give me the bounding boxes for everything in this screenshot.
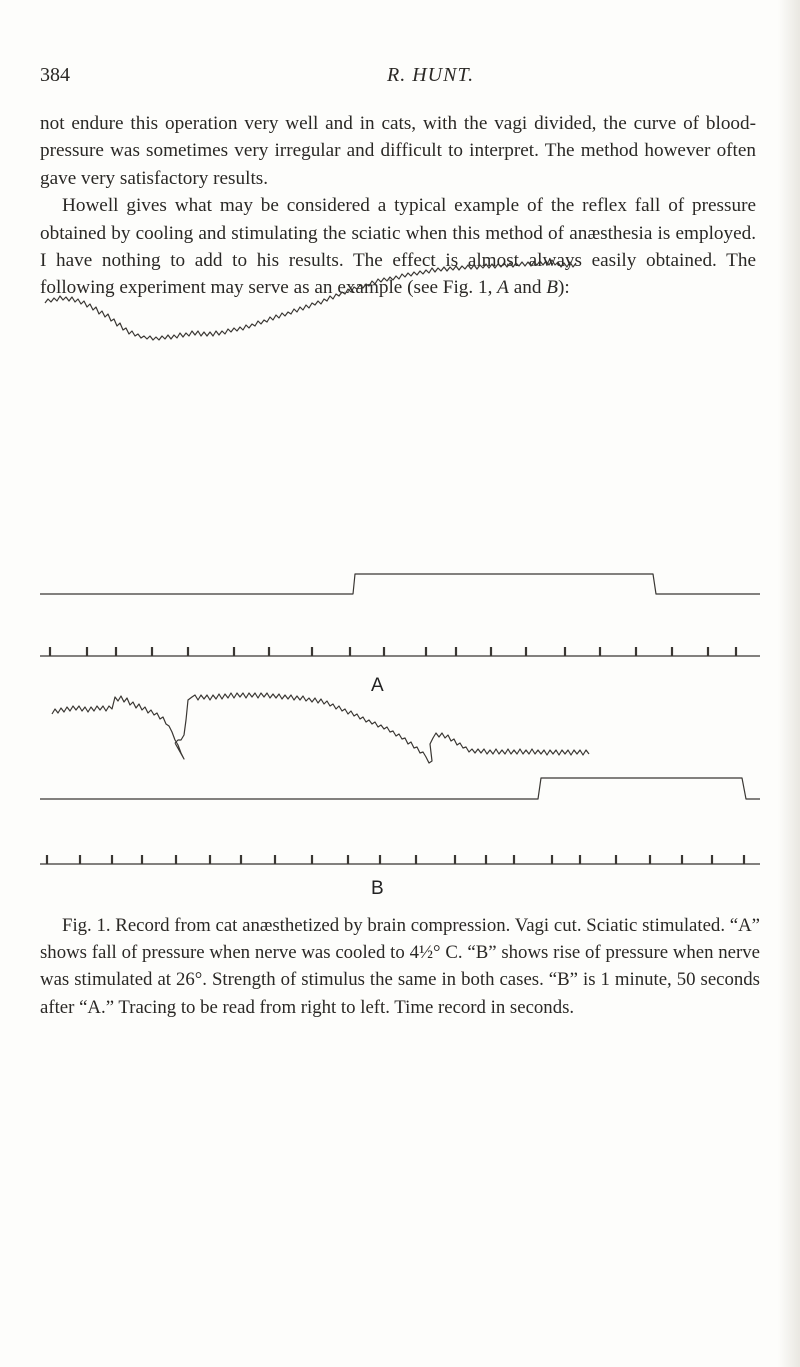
figure-ref-a: A [497,277,509,299]
panel-a-signal-line [40,574,760,594]
panel-b-pressure-trace [52,693,589,763]
panel-a-label: A [371,675,384,696]
page-number: 384 [40,64,70,86]
paragraph-2-end: ): [557,277,570,299]
panel-b-signal-line [40,778,760,799]
panel-a-time-ticks [50,647,736,656]
paragraph-1: not endure this operation very well and in cats, with the vagi divided, the curve of blood-pressure was sometimes very irregular and difficult to interpret. The method however often gave very satisfactory results. [40,113,756,189]
running-head: R. HUNT. [387,64,475,86]
figure-1-lower [0,820,800,880]
figure-ref-b: B [546,277,558,299]
panel-a-pressure-trace [45,260,576,340]
paragraph-2-text: Howell gives what may be considered a typical example of the reflex fall of pressure obtained by cooling and stimulating the sciatic when this method of anæsthesia is employed. I have nothing to add to his results. The effect is almost always easily obtained. The following experiment may serve as an example (see Fig. 1, [40,195,756,299]
panel-b-label: B [371,878,384,899]
caption-text: Fig. 1. Record from cat anæsthetized by brain compression. Vagi cut. Sciatic stimulated. “A” shows fall of pressure when nerve was cooled to 4½° C. “B” shows rise of pressure when nerve was stimulated at 26°. Strength of stimulus the same in both cases. “B” is 1 minute, 50 seconds after “A.” Tracing to be read from right to left. Time record in seconds. [40,915,760,1018]
figure-caption [40,912,760,1021]
paragraph-2-joiner: and [508,277,547,299]
panel-b-time-ticks [47,855,744,864]
